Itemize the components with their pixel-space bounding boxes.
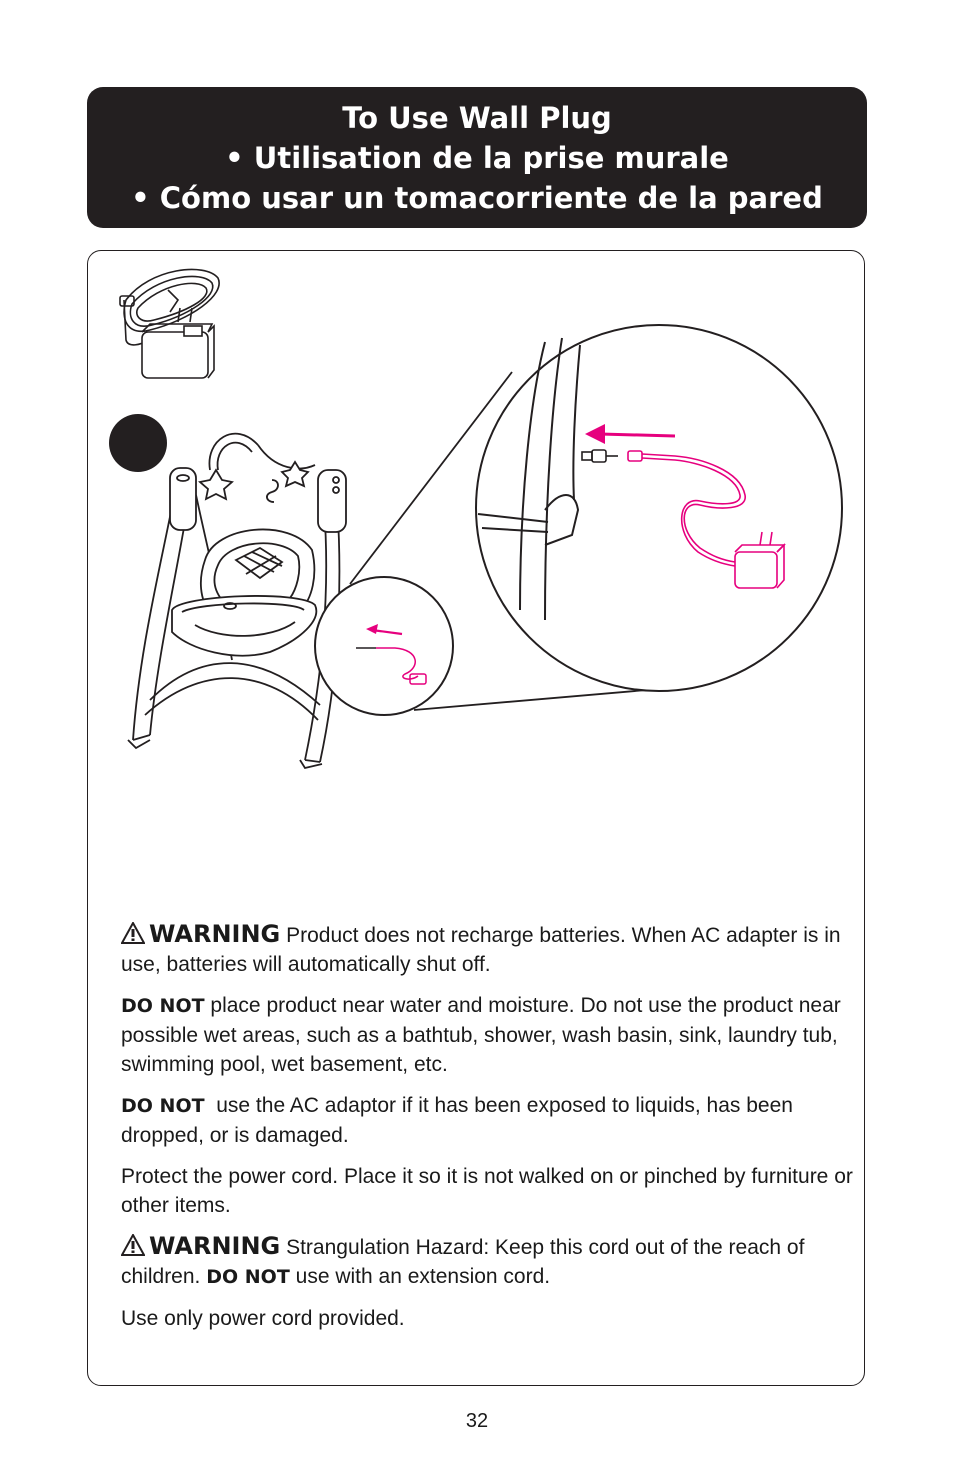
title-line-french: • Utilisation de la prise murale	[225, 140, 729, 175]
warning-label: WARNING	[149, 920, 281, 948]
paragraph-provided: Use only power cord provided.	[121, 1307, 405, 1330]
warning-batteries-text: Product does not recharge batteries. When AC adapter is in use, batteries will automatically shut off.	[121, 924, 841, 976]
warnings-text	[121, 920, 861, 1345]
paragraph-liquid	[121, 1091, 861, 1150]
paragraph-water-text: place product near water and moisture. Do not use the product near possible wet areas, such as a bathtub, shower, wash basin, sink, laundry tub, swimming pool, wet basement, etc.	[121, 994, 841, 1076]
large-zoom-circle	[476, 325, 842, 691]
small-zoom-circle	[315, 577, 453, 715]
paragraph-cord: Protect the power cord. Place it so it is not walked on or pinched by furniture or other items.	[121, 1165, 853, 1217]
paragraph-water	[121, 991, 861, 1079]
coiled-adapter-icon	[120, 269, 219, 378]
paragraph-liquid-text: use the AC adaptor if it has been exposed to liquids, has been dropped, or is damaged.	[121, 1094, 793, 1147]
do-not-label: DO NOT	[121, 1095, 205, 1117]
baby-swing	[128, 434, 346, 768]
title-line-spanish: • Cómo usar un tomacorriente de la pared	[131, 180, 823, 215]
warning-strangulation-text2: use with an extension cord.	[295, 1265, 551, 1288]
warning-batteries	[121, 920, 861, 979]
warning-triangle-icon	[121, 1234, 145, 1256]
page-number: 32	[465, 1410, 489, 1432]
title-line-english: To Use Wall Plug	[342, 100, 612, 135]
do-not-label: DO NOT	[121, 995, 205, 1017]
step-circle	[109, 414, 167, 472]
warning-strangulation-text: Strangulation Hazard: Keep this cord out of the reach of children.	[121, 1236, 805, 1288]
warning-strangulation	[121, 1232, 861, 1292]
do-not-label: DO NOT	[206, 1266, 290, 1288]
warning-label: WARNING	[149, 1232, 281, 1260]
large-arrow-icon	[600, 434, 675, 436]
warning-triangle-icon	[121, 922, 145, 944]
